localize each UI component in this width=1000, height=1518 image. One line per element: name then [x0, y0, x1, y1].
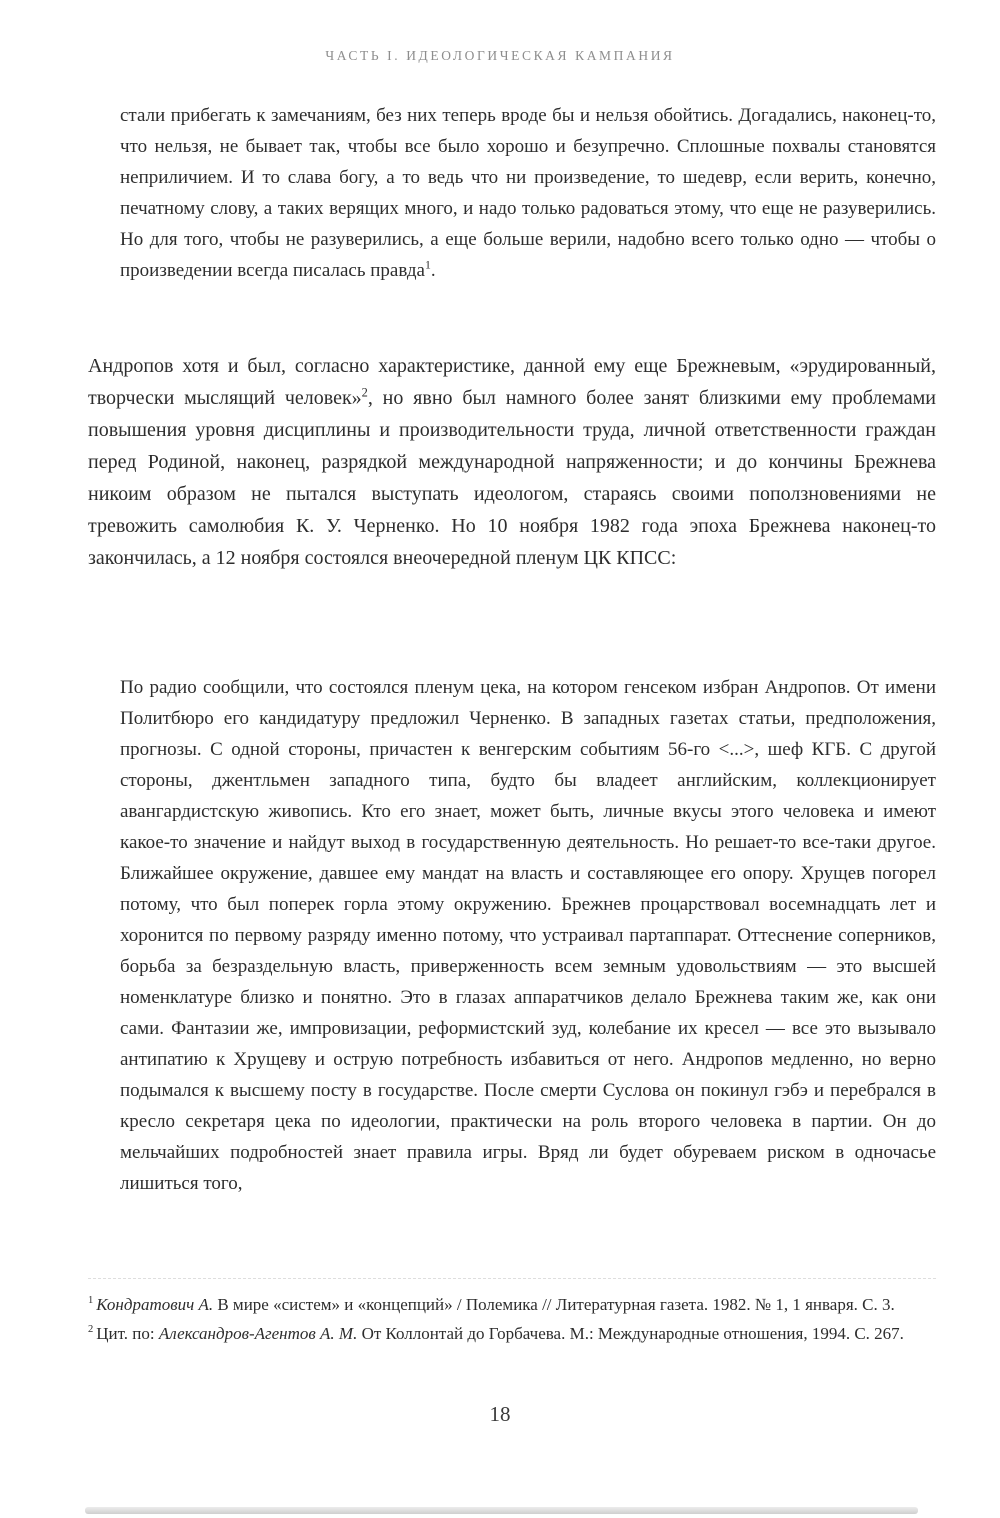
footnote-2-marker: 2 [88, 1324, 94, 1336]
quote-paragraph-2 [120, 672, 936, 1199]
quote-1-text: стали прибегать к замечаниям, без них теперь вроде бы и нельзя обойтись. Догадались, наконец-то, что нельзя, не бывает так, чтобы все было хорошо и безупречно. Сплошные похвалы становятся неприличием. И то слава богу, а то ведь что ни произведение, то шедевр, если верить, конечно, печатному слову, а таких верящих много, и надо только радоваться этому, что еще не разуверились. Но для того, чтобы не разуверились, а еще больше верили, надобно всего только одно — чтобы о произведении всегда писалась правда [120, 105, 936, 281]
footnote-ref-2: 2 [361, 385, 368, 400]
footnote-separator [88, 1278, 936, 1279]
body-paragraph-text-1: Андропов хотя и был, согласно характеристике, данной ему еще Брежневым, «эрудированный, творчески мыслящий человек» [88, 355, 936, 409]
quote-1-period: . [430, 260, 436, 281]
footnote-2-text: От Коллонтай до Горбачева. М.: Международные отношения, 1994. С. 267. [357, 1324, 904, 1343]
body-paragraph [88, 350, 936, 574]
footnotes-section [88, 1278, 936, 1349]
running-header: ЧАСТЬ I. ИДЕОЛОГИЧЕСКАЯ КАМПАНИЯ [325, 48, 675, 63]
scan-edge-artifact [85, 1507, 918, 1514]
footnote-1 [88, 1291, 936, 1318]
footnote-ref-1: 1 [424, 258, 431, 272]
footnote-2-prefix: Цит. по: [96, 1324, 159, 1343]
footnote-1-marker: 1 [88, 1295, 94, 1307]
footnote-1-author: Кондратович А. [96, 1295, 214, 1314]
page-number: 18 [489, 1402, 511, 1426]
quote-paragraph-1 [120, 100, 936, 286]
footnote-2 [88, 1320, 936, 1347]
footnote-2-author: Александров-Агентов А. М. [158, 1324, 358, 1343]
footnote-1-text: В мире «систем» и «концепций» / Полемика // Литературная газета. 1982. № 1, 1 января. С. 3. [213, 1295, 895, 1314]
body-paragraph-text-2: , но явно был намного более занят близкими ему проблемами повышения уровня дисциплины и производительности труда, личной ответственности граждан перед Родиной, наконец, разрядкой международной напряженности; и до кончины Брежнева никоим образом не пытался выступать идеологом, стараясь своими поползновениями не тревожить самолюбия К. У. Черненко. Но 10 ноября 1982 года эпоха Брежнева наконец-то закончилась, а 12 ноября состоялся внеочередной пленум ЦК КПСС: [88, 387, 936, 569]
quote-2-text: По радио сообщили, что состоялся пленум цека, на котором генсеком избран Андропов. От имени Политбюро его кандидатуру предложил Черненко. В западных газетах статьи, предположения, прогнозы. С одной стороны, причастен к венгерским событиям 56-го <...>, шеф КГБ. С другой стороны, джентльмен западного типа, будто бы владеет английским, коллекционирует авангардистскую живопись. Кто его знает, может быть, личные вкусы этого человека и имеют какое-то значение и найдут выход в государственную деятельность. Но решает-то все-таки другое. Ближайшее окружение, давшее ему мандат на власть и составляющее его опору. Хрущев погорел потому, что был поперек горла этому окружению. Брежнев процарствовал восемнадцать лет и хоронится по первому разряду именно потому, что устраивал партаппарат. Оттеснение соперников, борьба за безраздельную власть, приверженность всем земным удовольствиям — это высшей номенклатуре близко и понятно. Это в глазах аппаратчиков делало Брежнева таким же, как они сами. Фантазии же, импровизации, реформистский зуд, колебание их кресел — все это вызывало антипатию к Хрущеву и острую потребность избавиться от него. Андропов медленно, но верно подымался к высшему посту в государстве. После смерти Суслова он покинул гэбэ и перебрался в кресло секретаря цека по идеологии, практически на роль второго человека в партии. Он до мельчайших подробностей знает правила игры. Вряд ли будет обуреваем риском в одночасье лишиться того, [120, 677, 936, 1194]
